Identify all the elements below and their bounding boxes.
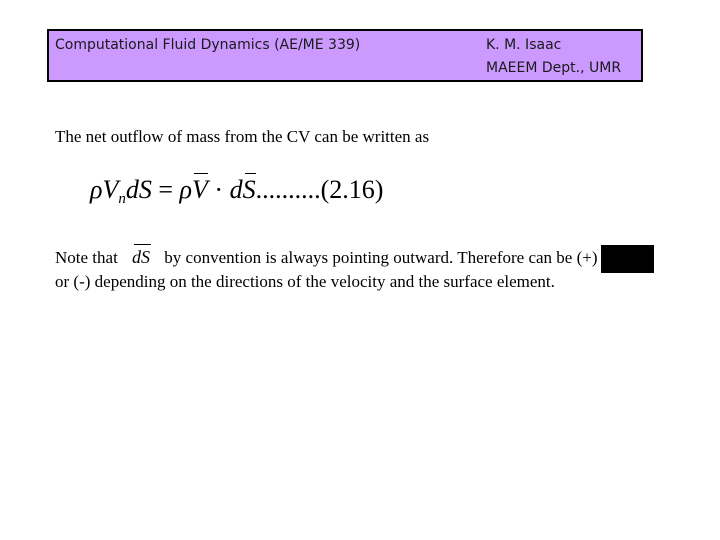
note-body: by convention is always pointing outward. Therefore can be (+) or (-) depending on the directions of the velocity and the surface element. [55,248,598,291]
eq-number: ..........(2.16) [255,175,384,204]
department-name: MAEEM Dept., UMR [486,60,622,76]
note-math-ds: dS [122,245,160,269]
mass-flux-equation [90,175,383,208]
eq-rho: ρ [90,175,103,204]
note-paragraph [55,245,600,294]
eq-rho-2: ρ [179,175,193,204]
eq-velocity-vector: V [192,175,208,204]
slide-header [47,29,643,82]
eq-subscript-n: n [118,191,126,207]
eq-equals: = [151,175,180,204]
eq-d: d [229,175,243,204]
intro-text: The net outflow of mass from the CV can be written as [55,127,430,146]
note-prefix: Note that [55,248,118,267]
black-box [601,245,654,273]
eq-area-vector: S [242,175,256,204]
eq-dot: · [207,175,230,204]
eq-ds: dS [125,175,152,204]
course-title: Computational Fluid Dynamics (AE/ME 339) [55,37,361,53]
eq-v: V [102,175,119,204]
author-name: K. M. Isaac [486,37,562,53]
